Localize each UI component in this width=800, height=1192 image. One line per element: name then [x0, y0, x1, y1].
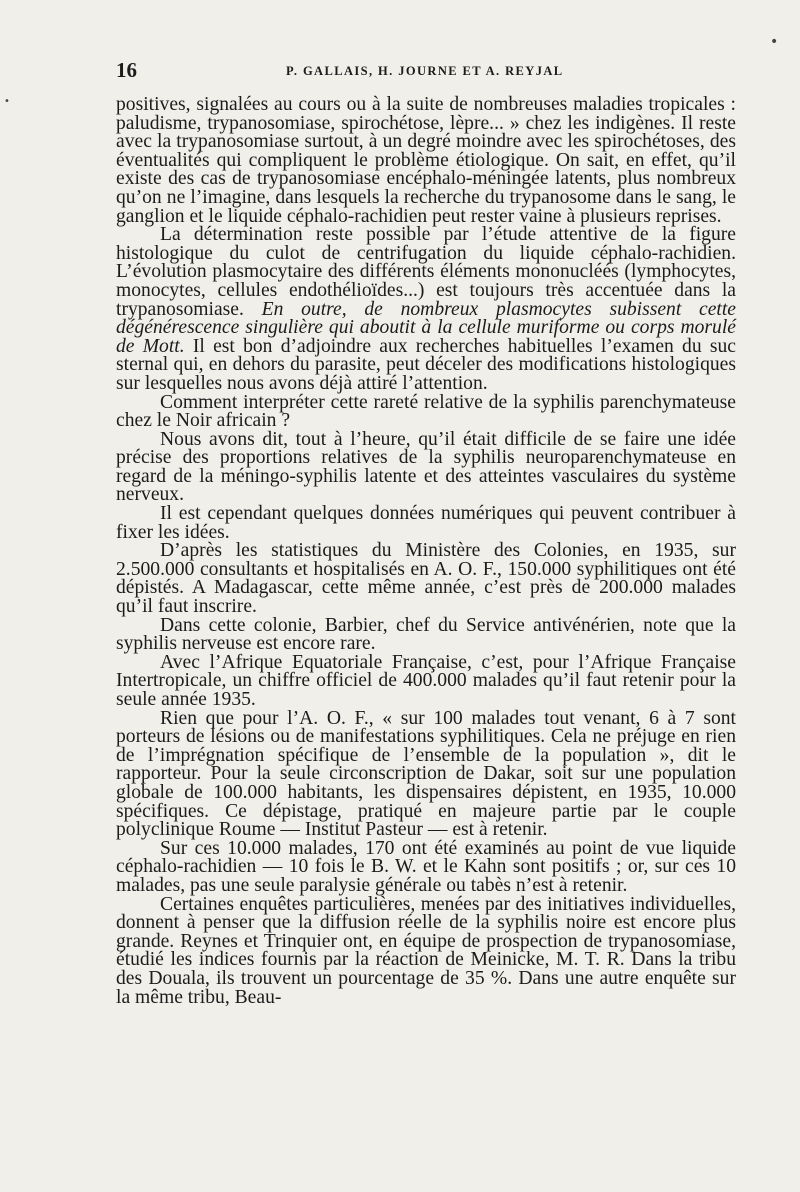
text-segment: D’après les statistiques du Ministère des Colonies, en 1935, sur 2.500.000 consultants et hospitalisés en A. O. F., 150.000 syphilitiques ont été dépistés. A Madagascar, cette même année, c’est près de 200.000 malades qu’il faut inscrire.: [116, 540, 736, 618]
paragraph: [116, 614, 736, 655]
paragraph: [116, 226, 736, 393]
text-segment: Comment interpréter cette rareté relative de la syphilis parenchymateuse chez le Noir africain ?: [116, 391, 736, 432]
italic-text-segment: En outre, de nombreux plasmocytes subissent cette dégénérescence singulière qui aboutit à la cellule muriforme ou corps morulé de Mott.: [116, 298, 736, 357]
text-segment: Certaines enquêtes particulières, menées par des initiatives individuelles, donnent à penser que la diffusion réelle de la syphilis noire est encore plus grande. Reynes et Trinquier ont, en équipe de prospection de trypanosomiase, étudié les indices fournis par la réaction de Meinicke, M. T. R. Dans la tribu des Douala, ils trouvent un pourcentage de 35 %. Dans une autre enquête sur la même tribu, Beau-: [116, 893, 736, 1008]
paragraph: [116, 391, 736, 432]
paragraph: [116, 837, 736, 896]
running-head: P. GALLAIS, H. JOURNE ET A. REYJAL: [286, 64, 564, 78]
paragraph: [116, 651, 736, 710]
text-segment: Il est cependant quelques données numériques qui peuvent contribuer à fixer les idées.: [116, 503, 736, 543]
paragraph: [116, 505, 736, 542]
text-segment: La détermination reste possible par l’étude attentive de la figure histologique du culot de centrifugation du liquide céphalo-rachidien. L’évolution plasmocytaire des différents éléments mononucléés (lymphocytes, monocytes, cellules endothélioïdes...) est toujours très accentuée dans la trypanosomiase.: [116, 224, 736, 320]
paragraph: [116, 96, 736, 226]
text-segment: Avec l’Afrique Equatoriale Française, c’est, pour l’Afrique Française Intertropicale, un chiffre officiel de 400.000 malades qu’il faut retenir pour la seule année 1935.: [116, 651, 736, 710]
text-segment: Nous avons dit, tout à l’heure, qu’il était difficile de se faire une idée précise des proportions relatives de la syphilis neuroparenchymateuse en regard de la méningo-syphilis latente et des atteintes vasculaires du système nerveux.: [116, 428, 736, 506]
paragraph: [116, 893, 736, 1008]
text-segment: Rien que pour l’A. O. F., « sur 100 malades tout venant, 6 à 7 sont porteurs de lésions ou de manifestations syphilitiques. Cela ne préjuge en rien de l’imprégnation spécifique de l’ensemble de la population », dit le rapporteur. Pour la seule circonscription de Dakar, soit sur une population globale de 100.000 habitants, les dispensaires dépistent, en 1935, 10.000 spécifiques. Ce dépistage, pratiqué en majeure partie par le couple polyclinique Roume — Institut Pasteur — est à retenir.: [116, 707, 736, 841]
text-segment: Dans cette colonie, Barbier, chef du Service antivénérien, note que la syphilis nerveuse est encore rare.: [116, 614, 736, 655]
page-header: [116, 58, 736, 82]
body-text: [116, 96, 736, 1007]
paragraph: [116, 707, 736, 841]
paragraph: [116, 428, 736, 506]
text-segment: positives, signalées au cours ou à la suite de nombreuses maladies tropicales : paludisme, trypanosomiase, spirochétose, lèpre... » chez les indigènes. Il reste avec la trypanosomiase surtout, à un degré moindre avec les spirochétoses, des éventualités qui compliquent le problème étiologique. On sait, en effet, qu’il existe des cas de trypanosomiase encéphalo-méningée latents, plus nombreux qu’on ne l’imagine, dans lesquels la recherche du trypanosome dans le sang, le ganglion et le liquide céphalo-rachidien peut rester vaine à plusieurs reprises.: [116, 94, 736, 227]
scan-speck: •: [4, 96, 10, 107]
text-segment: Sur ces 10.000 malades, 170 ont été examinés au point de vue liquide céphalo-rachidien — 10 fois le B. W. et le Kahn sont positifs ; or, sur ces 10 malades, pas une seule paralysie générale ou tabès n’est à retenir.: [116, 837, 736, 896]
text-segment: Il est bon d’adjoindre aux recherches habituelles l’examen du suc sternal qui, en dehors du parasite, peut déceler des modifications histologiques sur lesquelles nous avons déjà attiré l’attention.: [116, 335, 737, 394]
scan-speck: •: [770, 34, 779, 50]
paragraph: [116, 542, 736, 616]
page-number: 16: [116, 58, 137, 82]
